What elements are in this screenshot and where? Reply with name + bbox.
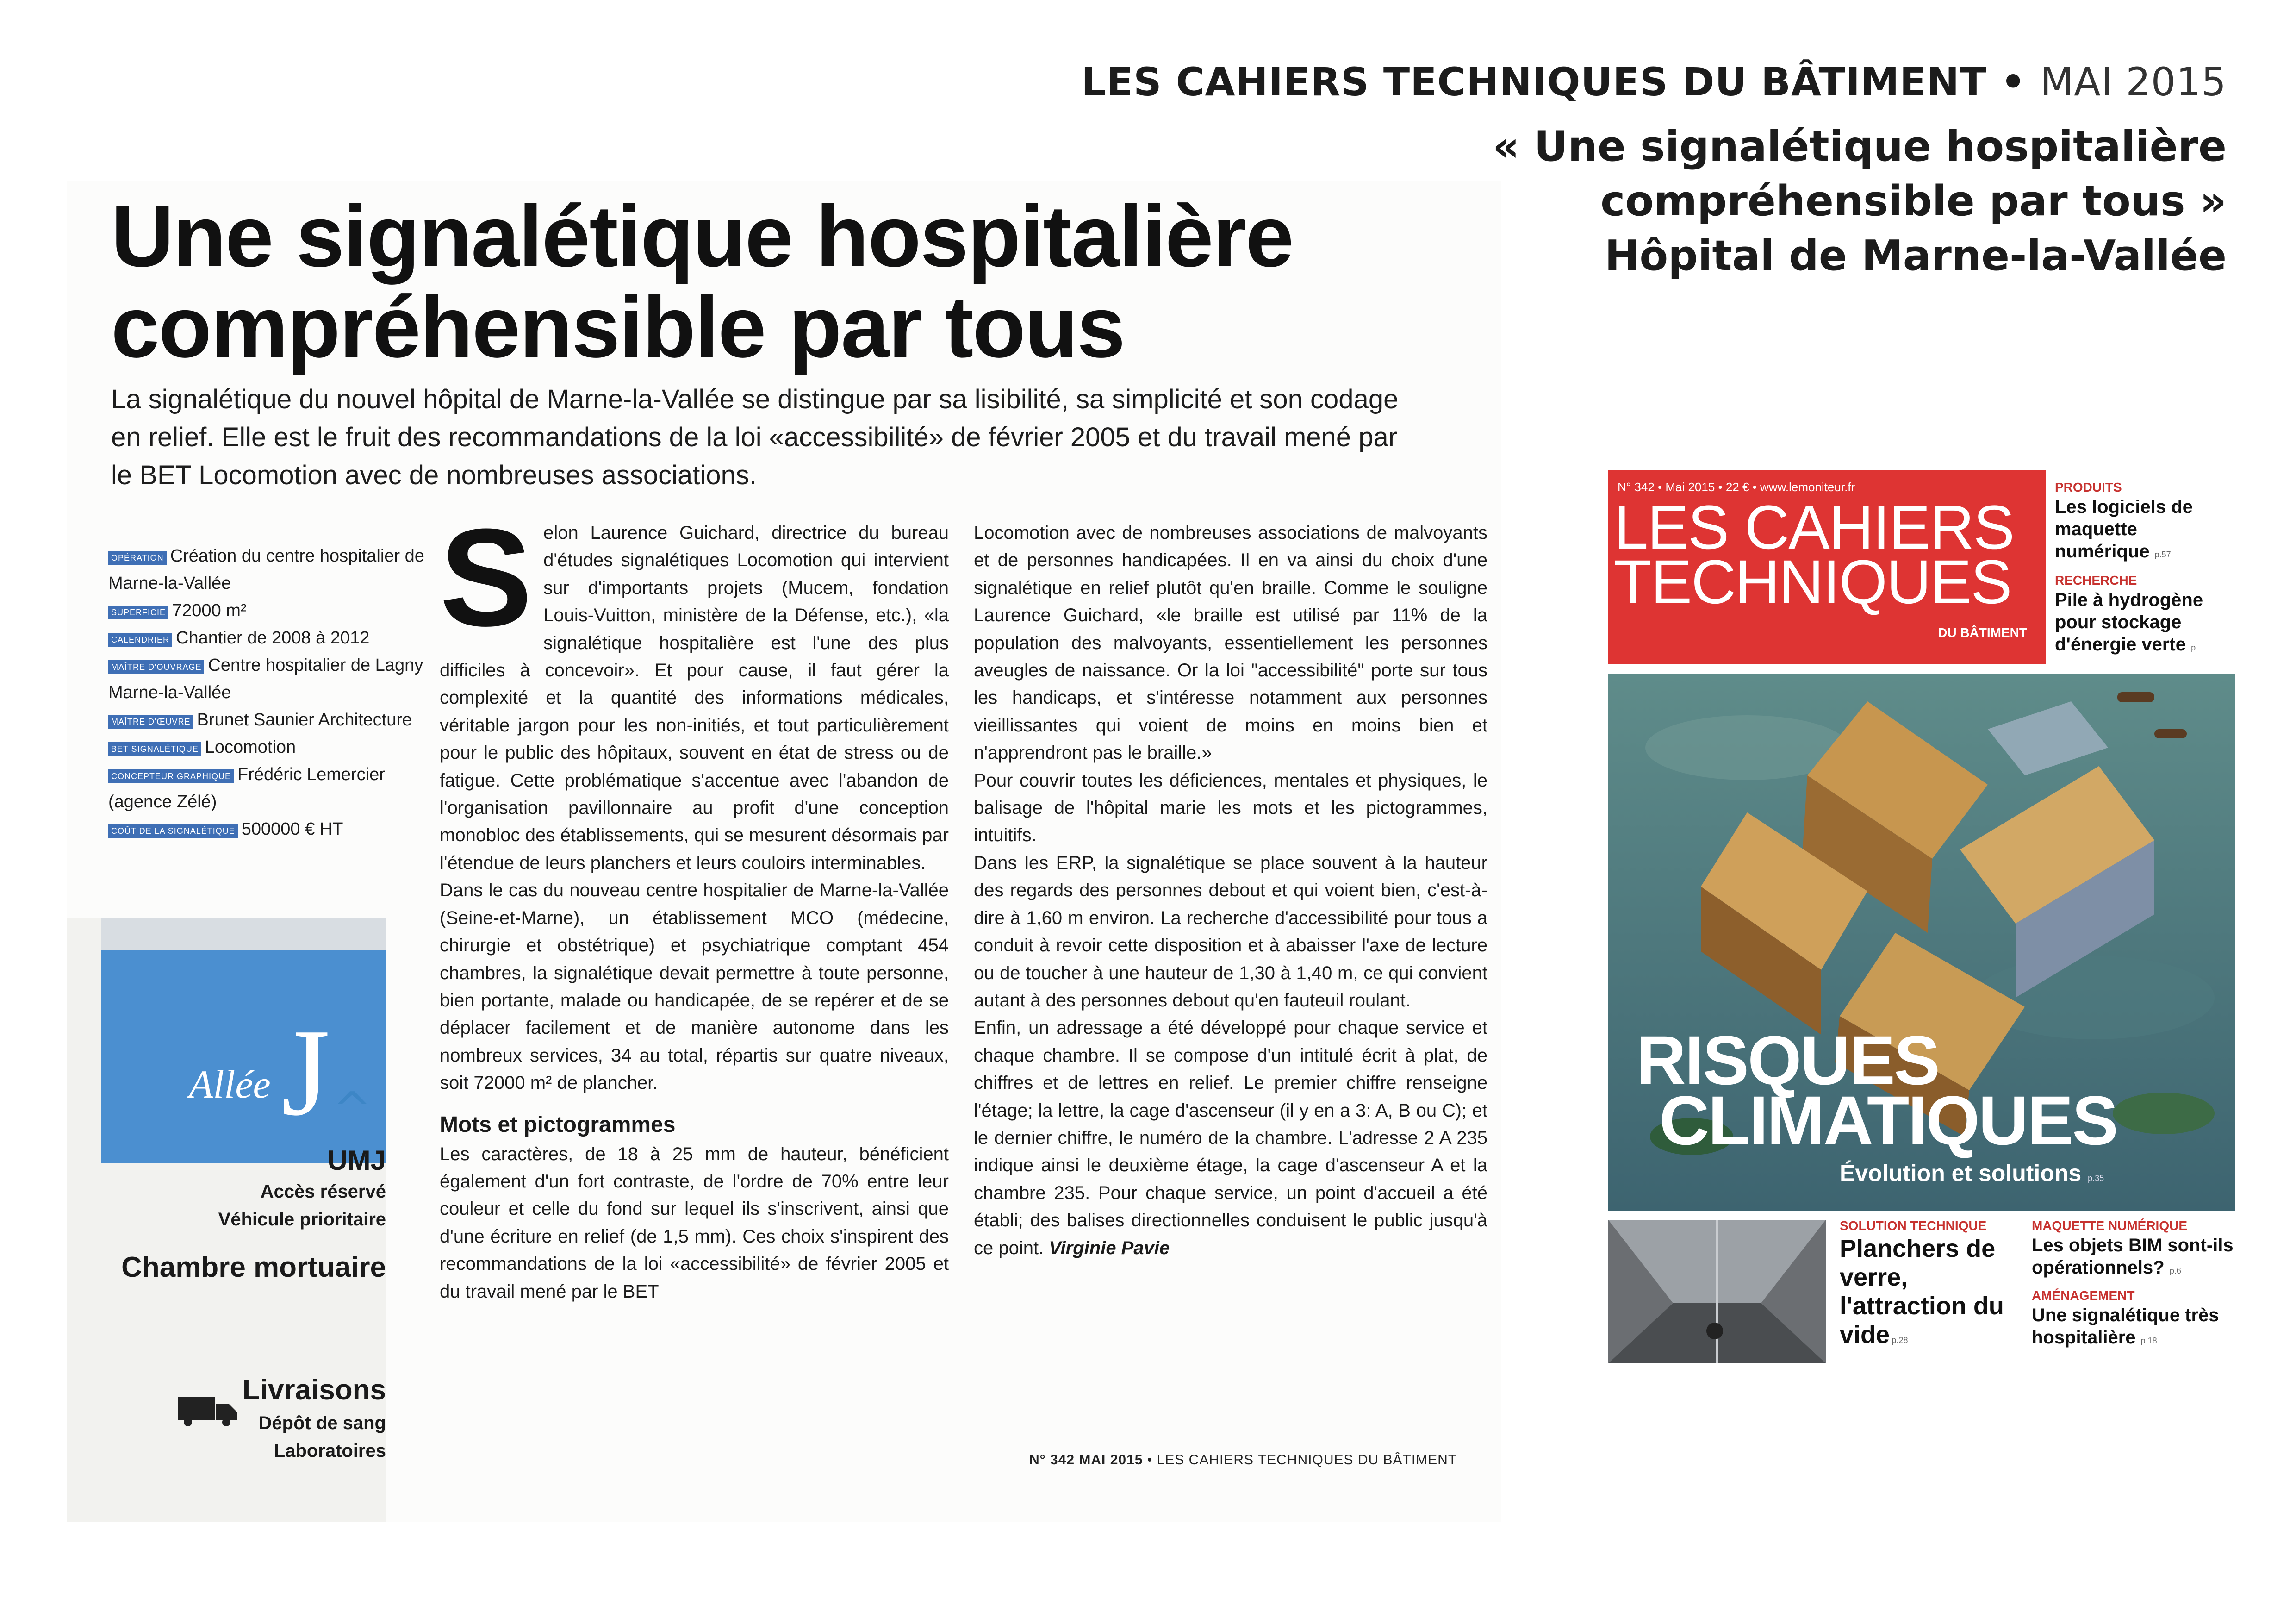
sign-acces: Accès réservé [260, 1181, 386, 1202]
sidebar-headline: Pile à hydrogène pour stockage d'énergie verte [2055, 590, 2203, 655]
cover-headline-line1: RISQUES [1636, 1021, 1939, 1099]
fact-item [108, 543, 446, 597]
paragraph [974, 1014, 1487, 1262]
fact-value: Centre hospitalier de Lagny Marne-la-Vallée [108, 656, 423, 702]
fact-item [108, 597, 446, 625]
cover-subheadline-page: p.35 [2088, 1174, 2104, 1183]
header-title-block [1493, 119, 2227, 283]
sign-vehicule: Véhicule prioritaire [218, 1209, 386, 1230]
fact-value: 72000 m² [172, 601, 247, 620]
fact-item [108, 734, 446, 761]
cover-thumbnail [1608, 1220, 1826, 1363]
fact-value: 500000 € HT [241, 819, 343, 839]
article-title [111, 187, 1293, 375]
sidebar-headline: Les logiciels de maquette numérique [2055, 497, 2193, 562]
fact-label: CALENDRIER [108, 633, 172, 647]
article-column-2 [974, 519, 1487, 1262]
fact-label: MAÎTRE D'ŒUVRE [108, 715, 193, 729]
footer-publication: • LES CAHIERS TECHNIQUES DU BÂTIMENT [1143, 1452, 1457, 1468]
header-date: MAI 2015 [2040, 59, 2227, 105]
sidebar-page: p. [2191, 643, 2198, 652]
sign-depot: Dépôt de sang [258, 1413, 386, 1433]
cover-title-line3: DU BÂTIMENT [1938, 625, 2027, 640]
subheading: Mots et pictogrammes [440, 1112, 676, 1137]
sign-umj: UMJ [327, 1145, 386, 1176]
cover-image [1608, 674, 2235, 1211]
glass-floor-photo [1608, 1220, 1826, 1363]
teaser-headline: Les objets BIM sont-ils opérationnels? [2032, 1235, 2234, 1278]
article-lead: La signalétique du nouvel hôpital de Marne-la-Vallée se distingue par sa lisibilité, sa simplicité et son codage en relief. Elle est le fruit des recommandations de la loi «accessibilité» de février 2005 et du travail mené par le BET Locomotion avec de nombreuses associations. [111, 384, 1399, 490]
fact-label: CONCEPTEUR GRAPHIQUE [108, 769, 234, 783]
article-column-1 [440, 500, 949, 1305]
sign-top-panel [101, 918, 386, 950]
cover-sidebar [2055, 479, 2235, 659]
drop-cap: S [440, 500, 533, 655]
teaser-page: p.18 [2140, 1336, 2157, 1345]
teaser-page: p.6 [2169, 1266, 2181, 1275]
sidebar-page: p.57 [2154, 550, 2171, 559]
paragraph: Les caractères, de 18 à 25 mm de hauteur, bénéficient également d'un fort contraste, de l'ordre de 70% entre leur couleur et celle du fond sur lequel ils s'inscrivent, ainsi que d'une écriture en relief (de 1,5 mm). Ces choix s'inspirent des recommandations de la loi «accessibilité» de février 2005 et du travail mené par le BET [440, 1143, 949, 1302]
author-signature: Virginie Pavie [1049, 1237, 1170, 1258]
cover-title-line2: TECHNIQUES [1614, 548, 2011, 617]
fact-value: Chantier de 2008 à 2012 [176, 628, 370, 648]
paragraph: Dans les ERP, la signalétique se place souvent à la hauteur des regards des personnes debout et qui voient bien, c'est-à-dire à 1,60 m environ. La recherche d'accessibilité pour tous a conduit à revoir cette disposition et à abaisser l'axe de lecture ou de toucher à une hauteur de 1,30 à 1,40 m, ce qui convient autant à des personnes debout qu'en fauteuil roulant. [974, 852, 1487, 1011]
cover-subheadline-text: Évolution et solutions [1840, 1160, 2082, 1186]
fact-label: COÛT DE LA SIGNALÉTIQUE [108, 824, 238, 838]
paragraph: Locomotion avec de nombreuses associations de malvoyants et de personnes handicapées. Il en va ainsi du choix d'une signalétique en relief plutôt qu'en braille. Comme le souligne Laurence Guichard, «le braille est utilisé par 11% de la population des malvoyants, essentiellement les personnes aveugles de naissance. Or la loi "accessibilité" porte sur tous les handicaps, et s'intéresse notamment aux personnes vieillissantes qui voient de moins en moins bien et n'apprendront pas le braille.» [974, 523, 1487, 763]
fact-label: OPÉRATION [108, 551, 167, 565]
fact-item [108, 652, 446, 706]
article-page [67, 181, 1501, 1522]
paragraph: Dans le cas du nouveau centre hospitalier de Marne-la-Vallée (Seine-et-Marne), un établissement MCO (médecine, chirurgie et obstétrique) et psychiatrique comptant 454 chambres, la signalétique devait permettre à toute personne, bien portante, malade ou handicapée, de se repérer et de se déplacer facilement et de manière autonome dans les nombreux services, 34 au total, répartis sur quatre niveaux, soit 72000 m² de plancher. [440, 880, 949, 1093]
header-publication-line [1081, 59, 2227, 105]
cover-teaser-solution [1840, 1218, 2020, 1349]
teaser-page: p.28 [1892, 1336, 1908, 1345]
fact-value: Création du centre hospitalier de Marne-la-Vallée [108, 546, 424, 593]
teaser-kicker: SOLUTION TECHNIQUE [1840, 1218, 1987, 1233]
article-title-line1: Une signalétique hospitalière [111, 187, 1293, 285]
cover-teaser-right [2032, 1218, 2235, 1352]
fact-item [108, 706, 446, 734]
cover-subheadline [1840, 1160, 2104, 1187]
sign-livraisons: Livraisons [242, 1374, 386, 1406]
fact-item [108, 625, 446, 652]
header-publication: LES CAHIERS TECHNIQUES DU BÂTIMENT [1081, 59, 1987, 105]
page-footer [1029, 1452, 1457, 1468]
sign-labo: Laboratoires [274, 1441, 386, 1461]
sign-letter: J [281, 1003, 330, 1142]
teaser-kicker: MAQUETTE NUMÉRIQUE [2032, 1218, 2187, 1233]
fact-value: Locomotion [205, 737, 296, 757]
sidebar-kicker: PRODUITS [2055, 480, 2122, 494]
fact-item [108, 816, 446, 843]
sign-allee: Allée [189, 1062, 271, 1106]
sidebar-kicker: RECHERCHE [2055, 573, 2137, 587]
teaser-headline: Planchers de verre, l'attraction du vide [1840, 1235, 2004, 1349]
header-bullet: • [2000, 59, 2026, 105]
teaser-kicker: AMÉNAGEMENT [2032, 1288, 2135, 1303]
cover-masthead [1608, 470, 2046, 664]
teaser-headline: Une signalétique très hospitalière [2032, 1305, 2219, 1348]
fact-label: MAÎTRE D'OUVRAGE [108, 660, 204, 674]
fact-item [108, 761, 446, 816]
magazine-cover [1608, 470, 2235, 1363]
header-title-line1: « Une signalétique hospitalière [1493, 122, 2227, 171]
fact-value: Frédéric Lemercier (agence Zélé) [108, 765, 385, 812]
cover-meta: N° 342 • Mai 2015 • 22 € • www.lemoniteur.fr [1618, 480, 1855, 494]
paragraph: Pour couvrir toutes les déficiences, mentales et physiques, le balisage de l'hôpital marie les mots et les pictogrammes, intuitifs. [974, 770, 1487, 846]
fact-label: BET SIGNALÉTIQUE [108, 742, 201, 756]
sign-chambre: Chambre mortuaire [121, 1251, 386, 1283]
chevron-up-icon: ^ [333, 1082, 372, 1136]
fact-label: SUPERFICIE [108, 606, 168, 619]
cover-title-line1: LES CAHIERS [1614, 493, 2014, 562]
truck-icon [178, 1394, 238, 1427]
paragraph: elon Laurence Guichard, directrice du bureau d'études signalétiques Locomotion qui intervient sur d'importants projets (Mucem, fondation Louis-Vuitton, ministère de la Défense, etc.), «la signalétique hospitalière est l'une des plus difficiles à concevoir». Et pour cause, il faut gérer la complexité et la quantité des informations médicales, véritable jargon pour les non-initiés, et tout particulièrement pour le public des hôpitaux, souvent en état de stress ou de fatigue. Cette problématique s'accentue avec l'abandon de l'organisation pavillonnaire au profit d'une conception monobloc des établissements, qui se mesurent désormais par l'étendue de leurs planchers et leurs couloirs interminables. [440, 523, 949, 873]
header-title-line2: compréhensible par tous » [1600, 177, 2227, 225]
footer-issue: N° 342 MAI 2015 [1029, 1452, 1143, 1468]
paragraph-text: Enfin, un adressage a été développé pour chaque service et chaque chambre. Il se compose d'un intitulé écrit à plat, de chiffres et de lettres en relief. Le premier chiffre renseigne l'étage; la lettre, la cage d'ascenseur (il y en a 3: A, B ou C); et le dernier chiffre, le numéro de la chambre. L'adresse 2 A 235 indique ainsi le deuxième étage, la cage d'ascenseur A et la chambre 235. Pour chaque service, un point d'accueil a été établi; des balises directionnelles conduisent le public jusqu'à ce point. [974, 1018, 1487, 1258]
article-title-line2: compréhensible par tous [111, 278, 1125, 375]
cover-headline-line2: CLIMATIQUES [1659, 1081, 2117, 1159]
fact-sheet [108, 543, 446, 843]
header-project: Hôpital de Marne-la-Vallée [1605, 231, 2227, 280]
fact-value: Brunet Saunier Architecture [197, 710, 412, 730]
